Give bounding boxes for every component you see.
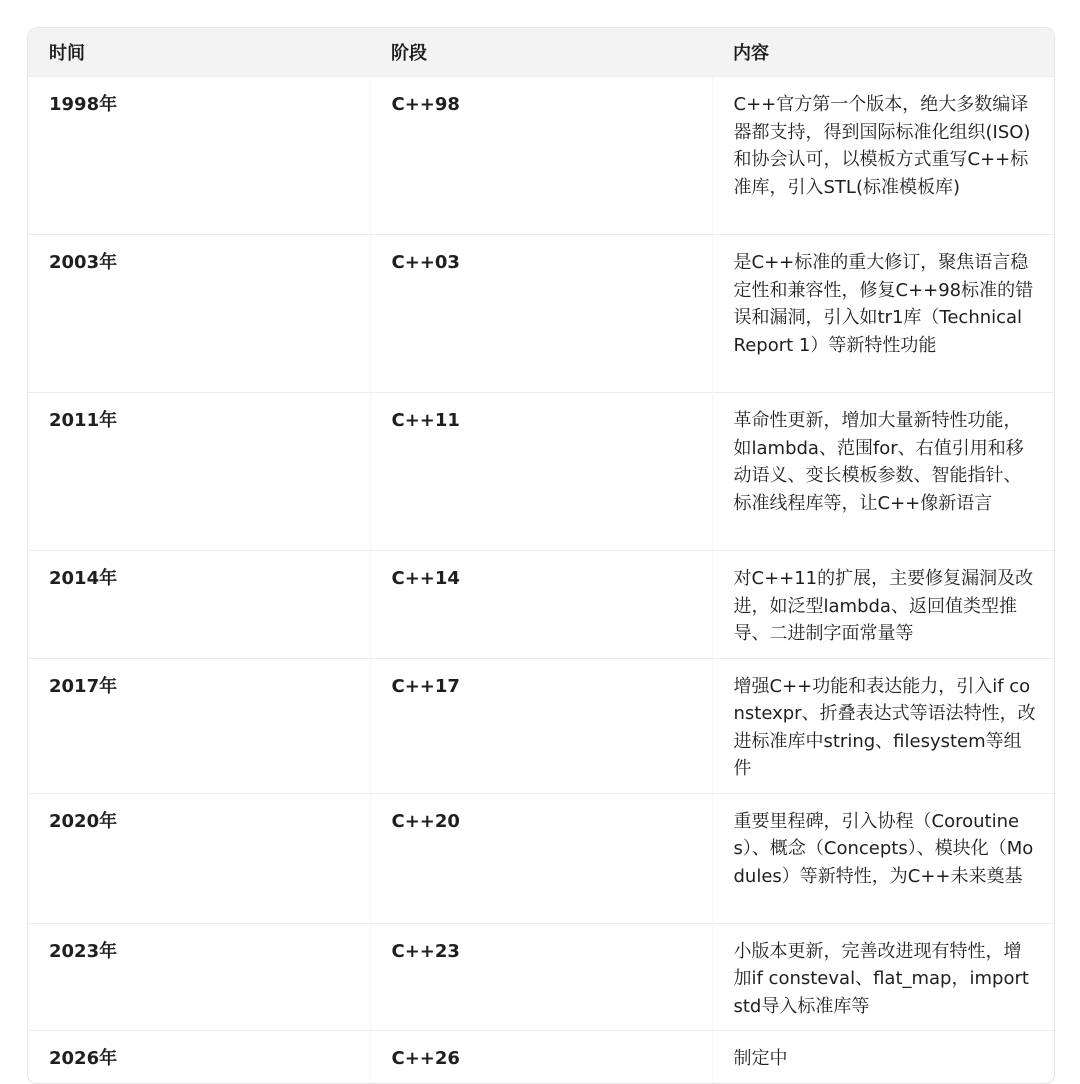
table-row [28,793,1054,923]
header-row [28,28,1054,77]
content-cell: 小版本更新，完善改进现有特性，增加if consteval、flat_map，import std导入标准库等 [712,923,1054,1031]
table-header [28,28,1054,77]
table-row [28,235,1054,393]
stage-cell: C++20 [370,793,712,923]
stage-cell: C++98 [370,77,712,235]
stage-cell: C++17 [370,658,712,793]
table-row [28,1031,1054,1083]
table-row [28,77,1054,235]
header-time: 时间 [28,28,370,77]
content-cell: 制定中 [712,1031,1054,1083]
content-cell: 重要里程碑，引入协程（Coroutines）、概念（Concepts）、模块化（Modules）等新特性，为C++未来奠基 [712,793,1054,923]
table-row [28,393,1054,551]
table-row [28,923,1054,1031]
table-row [28,658,1054,793]
table-row [28,551,1054,659]
year-cell: 2011年 [28,393,370,551]
header-content: 内容 [712,28,1054,77]
content-cell: 革命性更新，增加大量新特性功能，如lambda、范围for、右值引用和移动语义、变长模板参数、智能指针、标准线程库等，让C++像新语言 [712,393,1054,551]
table-body [28,77,1054,1083]
year-cell: 2003年 [28,235,370,393]
stage-cell: C++11 [370,393,712,551]
year-cell: 2026年 [28,1031,370,1083]
header-stage: 阶段 [370,28,712,77]
content-cell: 是C++标准的重大修订，聚焦语言稳定性和兼容性，修复C++98标准的错误和漏洞，引入如tr1库（Technical Report 1）等新特性功能 [712,235,1054,393]
table [28,28,1054,1083]
stage-cell: C++23 [370,923,712,1031]
year-cell: 2020年 [28,793,370,923]
content-cell: 对C++11的扩展，主要修复漏洞及改进，如泛型lambda、返回值类型推导、二进制字面常量等 [712,551,1054,659]
stage-cell: C++14 [370,551,712,659]
year-cell: 2017年 [28,658,370,793]
year-cell: 2023年 [28,923,370,1031]
content-cell: C++官方第一个版本，绝大多数编译器都支持，得到国际标准化组织(ISO)和协会认可，以模板方式重写C++标准库，引入STL(标准模板库) [712,77,1054,235]
stage-cell: C++26 [370,1031,712,1083]
year-cell: 1998年 [28,77,370,235]
year-cell: 2014年 [28,551,370,659]
cpp-history-table [27,27,1055,1084]
stage-cell: C++03 [370,235,712,393]
content-cell: 增强C++功能和表达能力，引入if constexpr、折叠表达式等语法特性，改进标准库中string、filesystem等组件 [712,658,1054,793]
